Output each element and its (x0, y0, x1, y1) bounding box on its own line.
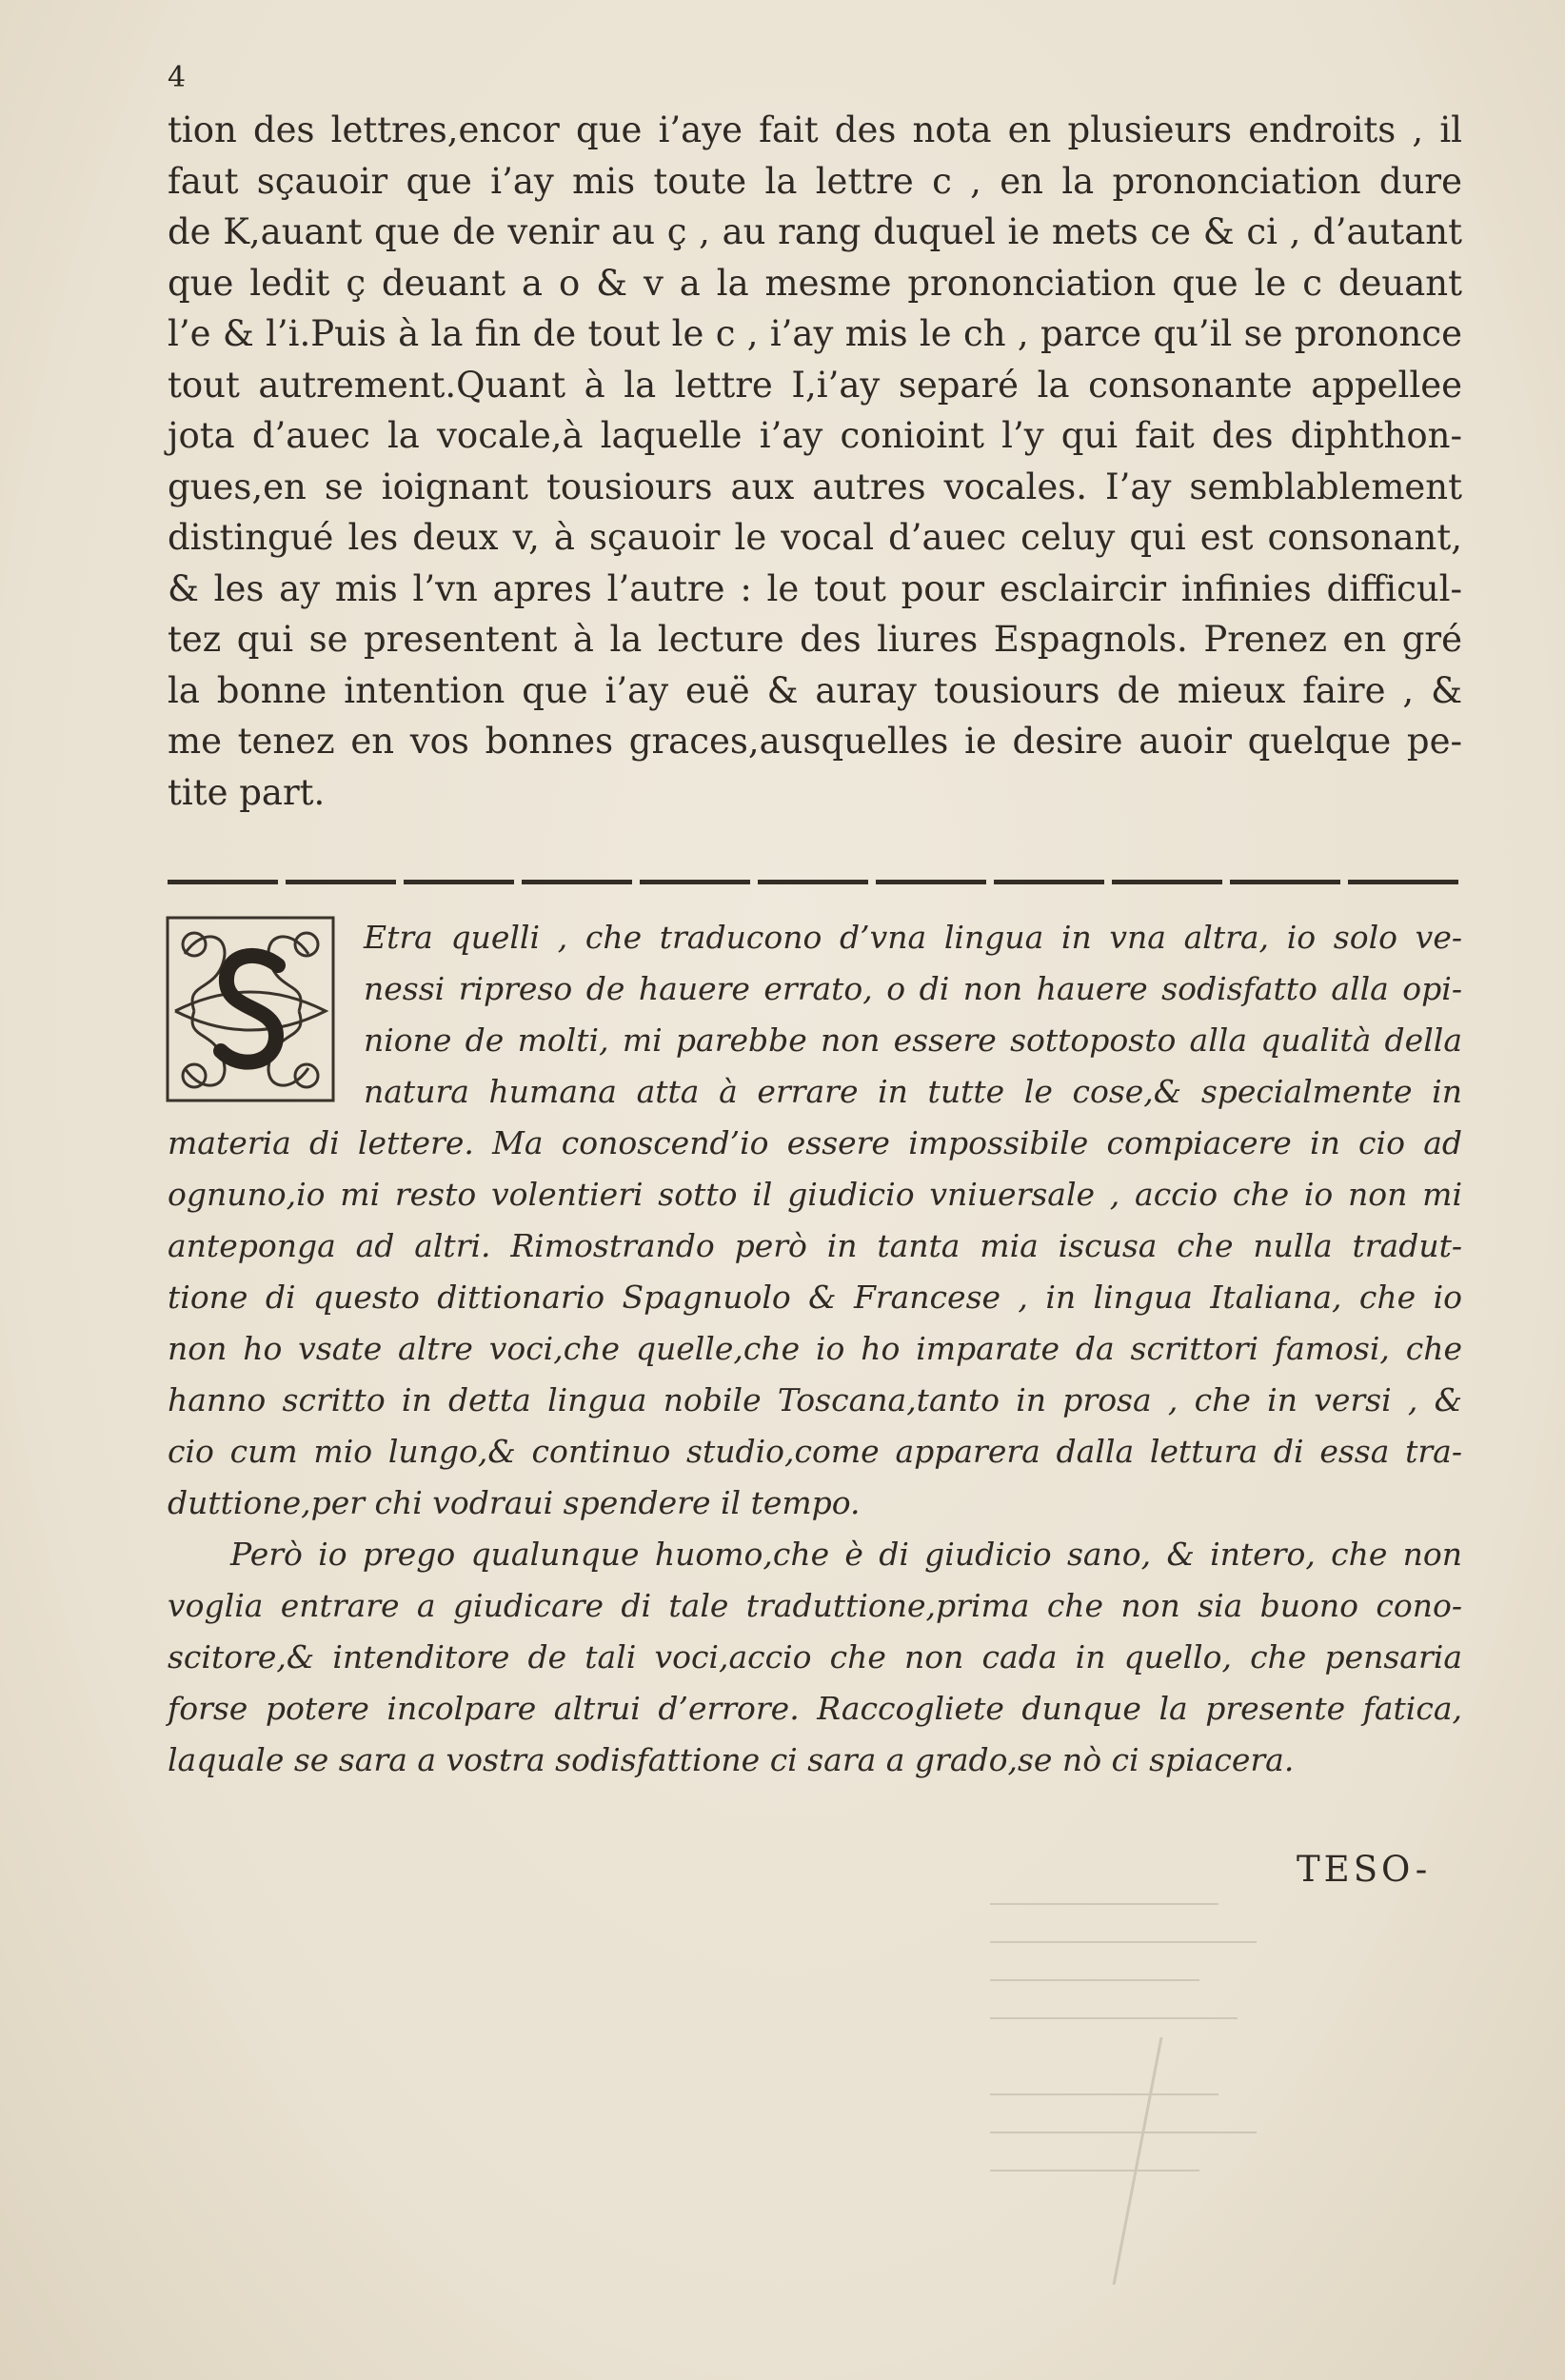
text-line: la bonne intention que i’ay euë & auray tousiours de mieux faire , & (168, 669, 1462, 711)
text-line: Però io prego qualunque huomo,che è di giudicio sano, & intero, che non (230, 1536, 1462, 1573)
text-line: l’e & l’i.Puis à la fin de tout le c , i’ay mis le ch , parce qu’il se prononce (168, 313, 1462, 354)
text-line: tout autrement.Quant à la lettre I,i’ay separé la consonante appellee (168, 364, 1462, 406)
text-line: ognuno,io mi resto volentieri sotto il giudicio vniuersale , accio che io non mi (168, 1176, 1462, 1213)
text-line: cio cum mio lungo,& continuo studio,come apparera dalla lettura di essa tra- (168, 1433, 1462, 1470)
section-divider-rule (168, 880, 1462, 884)
italian-preface (168, 912, 1462, 1786)
text-line: tione di questo dittionario Spagnuolo & Francese , in lingua Italiana, che io (168, 1279, 1462, 1316)
text-line: que ledit ç deuant a o & v a la mesme prononciation que le c deuant (168, 262, 1462, 304)
french-preface-paragraph (168, 105, 1462, 818)
text-line: me tenez en vos bonnes graces,ausquelles ie desire auoir quelque pe- (168, 721, 1462, 762)
text-line: de K,auant que de venir au ç , au rang duquel ie mets ce & ci , d’autant (168, 211, 1462, 252)
catchword: TESO- (1297, 1849, 1432, 1890)
text-line: forse potere incolpare altrui d’errore. Raccogliete dunque la presente fatica, (168, 1690, 1462, 1727)
bleed-through-marks (971, 1885, 1542, 2285)
text-line: & les ay mis l’vn apres l’autre : le tout pour esclaircir infinies difficul- (168, 567, 1462, 609)
text-line: nessi ripreso de hauere errato, o di non hauere sodisfatto alla opi- (364, 970, 1462, 1007)
text-line: faut sçauoir que i’ay mis toute la lettre c , en la prononciation dure (168, 160, 1462, 202)
text-line: laquale se sara a vostra sodisfattione ci sara a grado,se nò ci spiacera. (168, 1741, 1295, 1778)
text-line: natura humana atta à errare in tutte le cose,& specialmente in (364, 1073, 1462, 1110)
text-line: tion des lettres,encor que i’aye fait des nota en plusieurs endroits , il (168, 109, 1462, 150)
text-line: gues,en se ioignant tousiours aux autres vocales. I’ay semblablement (168, 466, 1462, 507)
text-line: scitore,& intenditore de tali voci,accio che non cada in quello, che pensaria (168, 1638, 1462, 1676)
text-line: Etra quelli , che traducono d’vna lingua in vna altra, io solo ve- (364, 919, 1462, 956)
text-line: non ho vsate altre voci,che quelle,che io ho imparate da scrittori famosi, che (168, 1330, 1462, 1367)
text-line: voglia entrare a giudicare di tale traduttione,prima che non sia buono cono- (168, 1587, 1462, 1624)
text-line: duttione,per chi vodraui spendere il tempo. (168, 1484, 861, 1521)
text-line: hanno scritto in detta lingua nobile Toscana,tanto in prosa , che in versi , & (168, 1381, 1462, 1418)
text-line: materia di lettere. Ma conoscend’io essere impossibile compiacere in cio ad (168, 1124, 1462, 1161)
text-line: tez qui se presentent à la lecture des liures Espagnols. Prenez en gré (168, 619, 1462, 660)
text-line: jota d’auec la vocale,à laquelle i’ay conioint l’y qui fait des diphthon- (168, 415, 1462, 456)
text-line: anteponga ad altri. Rimostrando però in tanta mia iscusa che nulla tradut- (168, 1227, 1462, 1264)
text-line: distingué les deux v, à sçauoir le vocal d’auec celuy qui est consonant, (168, 517, 1462, 558)
page-number: 4 (168, 61, 187, 94)
text-line: tite part. (168, 771, 326, 813)
text-line: nione de molti, mi parebbe non essere sottoposto alla qualità della (364, 1021, 1462, 1059)
